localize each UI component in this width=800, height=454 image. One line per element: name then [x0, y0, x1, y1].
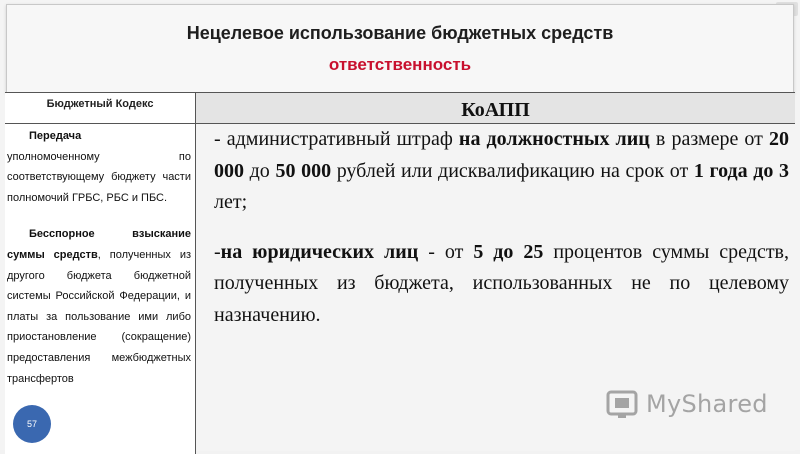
watermark-text: MyShared — [646, 390, 768, 418]
koap-legal-entities-penalty — [196, 237, 795, 332]
koap-text: лет; — [214, 191, 248, 213]
myshared-logo-icon — [604, 386, 640, 422]
koap-text: в размере от — [649, 128, 769, 150]
koap-fine-min: 20 000 — [214, 128, 789, 182]
koap-percent-range: 5 до 25 — [473, 240, 544, 263]
koap-text: - от — [418, 240, 474, 263]
slide-subtitle: ответственность — [328, 55, 472, 74]
koap-text: рублей или дисквалификацию на срок от — [331, 159, 694, 182]
koap-officials-label: на должностных лиц — [458, 128, 650, 150]
slide-number-badge: 57 — [13, 405, 51, 443]
koap-legal-entities-label: на юридических лиц — [220, 240, 419, 263]
measure-1-text: уполномоченному по соответствующему бюджету части полномочий ГРБС, РБС и ПБС. — [7, 150, 191, 204]
slide-header — [6, 4, 794, 94]
measure-2-text: , полученных из другого бюджета бюджетной системы Российской Федерации, и платы за пользование ими либо приостановление (сокращение) предоставления межбюджетных трансфертов — [7, 248, 192, 385]
koap-disqualification-term: 1 года до 3 — [693, 159, 789, 182]
koap-fine-max: 50 000 — [275, 159, 332, 182]
slide-title: Нецелевое использование бюджетных средств — [186, 23, 614, 43]
koap-text: - административный штраф — [214, 128, 459, 150]
budget-code-measure-2 — [5, 222, 195, 389]
koap-text: до — [244, 159, 276, 182]
koap-officials-penalty — [196, 124, 795, 219]
measure-1-title: Передача — [29, 130, 82, 142]
measure-2-title: Бесспорное взыскание суммы средств — [7, 228, 191, 261]
myshared-watermark — [604, 384, 768, 424]
koap-text: процентов суммы средств, полученных из бюджета, использованных не по целевому назначению. — [214, 240, 789, 326]
koap-header: КоАПП — [196, 93, 795, 124]
koap-text: - — [214, 240, 221, 263]
budget-code-header: Бюджетный Кодекс — [5, 93, 196, 124]
budget-code-measure-1 — [5, 124, 195, 208]
